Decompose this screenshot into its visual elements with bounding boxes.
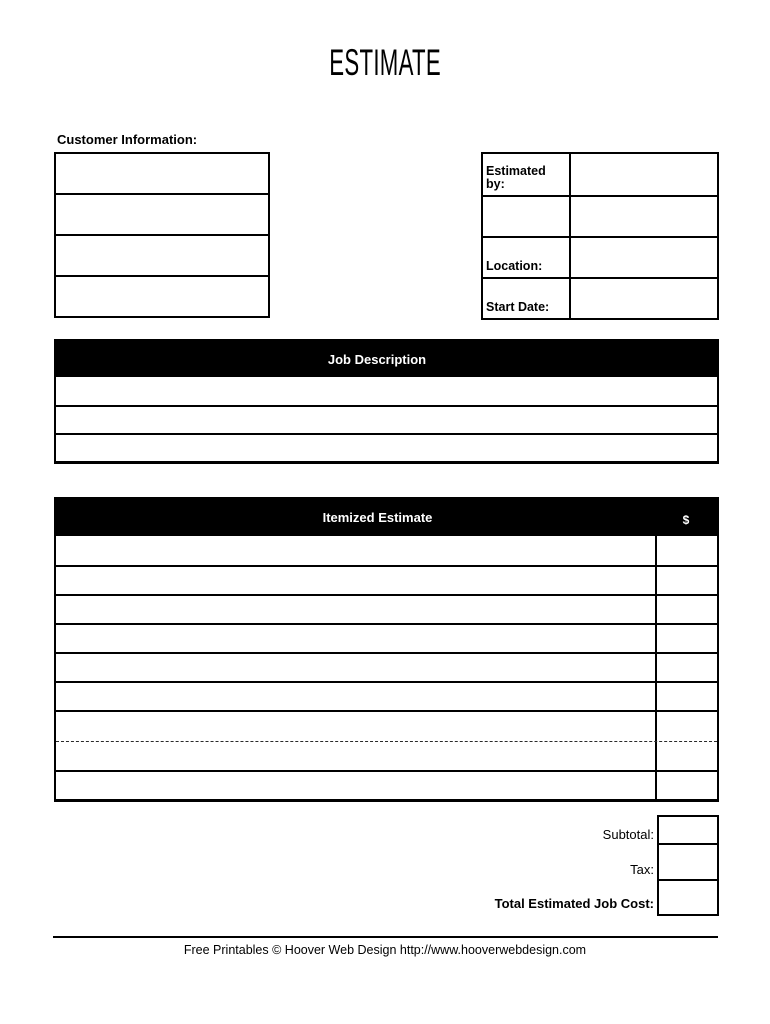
- item-amount-cell-9[interactable]: [655, 772, 717, 799]
- totals-amount-column: [657, 815, 719, 916]
- subtotal-value-box[interactable]: [657, 815, 719, 845]
- estimated-by-value-cell[interactable]: [569, 154, 717, 195]
- item-description-cell-3[interactable]: [56, 596, 655, 623]
- start-date-value-cell[interactable]: [569, 277, 717, 318]
- total-value-box[interactable]: [657, 881, 719, 916]
- item-description-cell-1[interactable]: [56, 536, 655, 565]
- itemized-estimate-header-label: Itemized Estimate: [322, 510, 433, 525]
- job-description-header: Job Description: [56, 341, 717, 377]
- itemized-row-9: [56, 770, 717, 799]
- footer-divider: [53, 936, 718, 938]
- customer-info-row-3[interactable]: [56, 234, 268, 275]
- item-amount-cell-1[interactable]: [655, 536, 717, 565]
- item-description-cell-2[interactable]: [56, 567, 655, 594]
- item-amount-cell-4[interactable]: [655, 625, 717, 652]
- subtotal-label: Subtotal:: [602, 827, 654, 842]
- customer-information-label: Customer Information:: [57, 132, 198, 147]
- item-amount-cell-3[interactable]: [655, 596, 717, 623]
- itemized-estimate-table: [54, 497, 719, 802]
- estimator-spacer-value-cell[interactable]: [569, 195, 717, 236]
- item-description-cell-5[interactable]: [56, 654, 655, 681]
- itemized-row-8: [56, 741, 717, 770]
- job-description-row-2[interactable]: [56, 405, 717, 433]
- job-description-row-1[interactable]: [56, 377, 717, 405]
- location-value-cell[interactable]: [569, 236, 717, 277]
- customer-info-row-2[interactable]: [56, 193, 268, 234]
- item-amount-cell-5[interactable]: [655, 654, 717, 681]
- location-label: Location:: [483, 236, 569, 277]
- item-amount-cell-6[interactable]: [655, 683, 717, 710]
- itemized-estimate-header: [56, 499, 717, 536]
- itemized-row-6: [56, 681, 717, 710]
- estimated-by-label: Estimated by:: [486, 163, 546, 192]
- start-date-label: Start Date:: [483, 277, 569, 318]
- itemized-row-2: [56, 565, 717, 594]
- item-amount-cell-8[interactable]: [655, 742, 717, 770]
- item-description-cell-7[interactable]: [56, 712, 655, 741]
- footer-credit-text: Free Printables © Hoover Web Design http://www.hooverwebdesign.com: [183, 943, 587, 957]
- tax-value-box[interactable]: [657, 845, 719, 881]
- estimator-details-table: [481, 152, 719, 320]
- item-description-cell-4[interactable]: [56, 625, 655, 652]
- job-description-row-3[interactable]: [56, 433, 717, 461]
- item-amount-cell-7[interactable]: [655, 712, 717, 741]
- estimator-spacer-label-cell: [483, 195, 569, 236]
- total-estimated-job-cost-label: Total Estimated Job Cost:: [494, 896, 654, 911]
- item-description-cell-9[interactable]: [56, 772, 655, 799]
- itemized-row-4: [56, 623, 717, 652]
- customer-info-row-1[interactable]: [56, 154, 268, 193]
- customer-info-row-4[interactable]: [56, 275, 268, 316]
- tax-label: Tax:: [630, 862, 654, 877]
- itemized-row-5: [56, 652, 717, 681]
- page-title: ESTIMATE: [329, 42, 441, 83]
- item-description-cell-8[interactable]: [56, 742, 655, 770]
- itemized-row-1: [56, 536, 717, 565]
- page-title-wrap: [0, 44, 770, 81]
- itemized-row-7: [56, 710, 717, 741]
- job-description-table: [54, 339, 719, 464]
- amount-column-header: $: [682, 512, 690, 527]
- itemized-row-3: [56, 594, 717, 623]
- item-amount-cell-2[interactable]: [655, 567, 717, 594]
- item-description-cell-6[interactable]: [56, 683, 655, 710]
- customer-information-table: [54, 152, 270, 318]
